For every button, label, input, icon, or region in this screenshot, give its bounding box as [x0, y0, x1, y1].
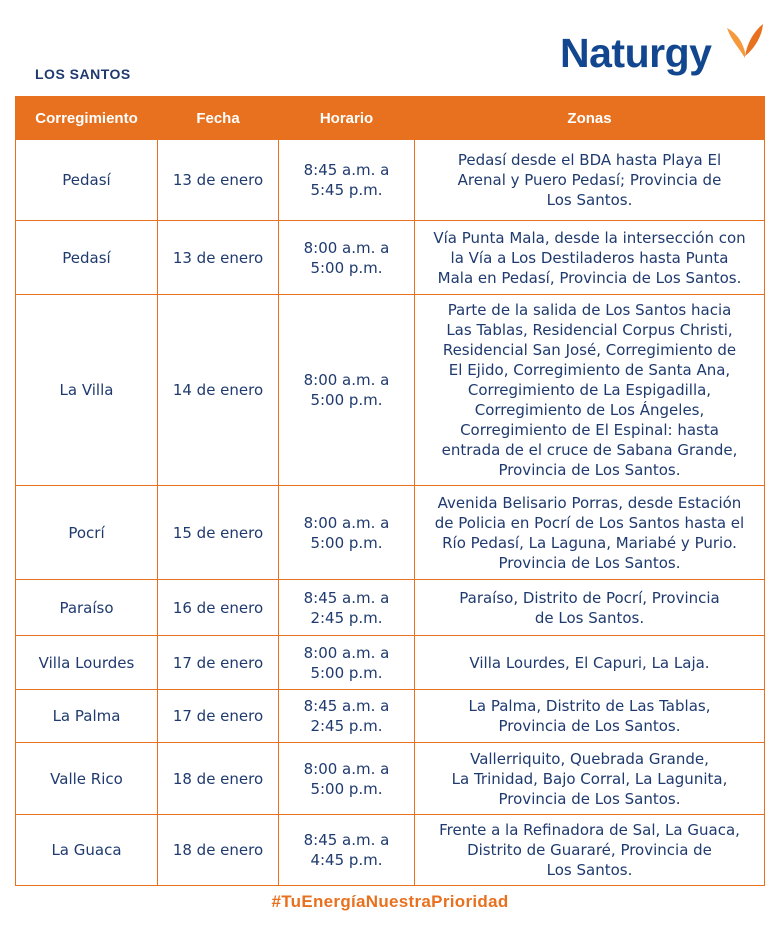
cell-zonas-line: Residencial San José, Corregimiento de	[442, 341, 737, 359]
cell-zonas	[415, 295, 765, 486]
cell-fecha: 15 de enero	[158, 486, 279, 580]
cell-horario-line: 8:00 a.m. a	[303, 238, 390, 257]
cell-horario	[279, 140, 415, 221]
cell-fecha: 18 de enero	[158, 815, 279, 886]
cell-horario	[279, 295, 415, 486]
cell-zonas-line: Provincia de Los Santos.	[498, 461, 681, 479]
cell-fecha: 16 de enero	[158, 580, 279, 636]
cell-fecha: 14 de enero	[158, 295, 279, 486]
cell-horario	[279, 690, 415, 743]
cell-zonas	[415, 815, 765, 886]
cell-zonas-line: El Ejido, Corregimiento de Santa Ana,	[448, 361, 731, 379]
cell-zonas-line: Parte de la salida de Los Santos hacia	[447, 301, 732, 319]
cell-corregimiento: La Palma	[16, 690, 158, 743]
campaign-hashtag: #TuEnergíaNuestraPrioridad	[271, 892, 509, 911]
cell-horario	[279, 815, 415, 886]
cell-horario-line: 8:00 a.m. a	[303, 371, 390, 389]
cell-horario	[279, 580, 415, 636]
header-horario: Horario	[279, 97, 415, 140]
cell-corregimiento: Pedasí	[16, 140, 158, 221]
cell-fecha: 18 de enero	[158, 743, 279, 815]
table-row	[16, 815, 765, 886]
cell-horario-line: 5:00 p.m.	[310, 391, 383, 409]
brand-wordmark: Naturgy	[560, 30, 712, 76]
cell-zonas-line: Provincia de Los Santos.	[498, 717, 681, 735]
table-row	[16, 580, 765, 636]
cell-horario-line: 2:45 p.m.	[310, 717, 383, 735]
cell-corregimiento: Valle Rico	[16, 743, 158, 815]
table-row	[16, 221, 765, 295]
cell-zonas-line: Pedasí desde el BDA hasta Playa El	[457, 151, 722, 169]
cell-zonas-line: Villa Lourdes, El Capuri, La Laja.	[469, 653, 710, 672]
cell-zonas	[415, 486, 765, 580]
header-corregimiento: Corregimiento	[16, 97, 158, 140]
cell-fecha: 17 de enero	[158, 636, 279, 690]
cell-zonas	[415, 221, 765, 295]
cell-zonas-line: la Vía a Los Destiladeros hasta Punta	[450, 248, 729, 267]
cell-horario-line: 5:45 p.m.	[310, 181, 383, 199]
cell-zonas	[415, 636, 765, 690]
region-title: LOS SANTOS	[35, 66, 131, 82]
cell-zonas-line: Corregimiento de Los Ángeles,	[474, 401, 705, 419]
cell-zonas-line: Avenida Belisario Porras, desde Estación	[437, 493, 742, 512]
cell-corregimiento: Paraíso	[16, 580, 158, 636]
naturgy-logo	[560, 22, 770, 82]
cell-zonas-line: entrada de el cruce de Sabana Grande,	[441, 441, 738, 459]
cell-zonas-line: Frente a la Refinadora de Sal, La Guaca,	[439, 821, 740, 839]
cell-horario-line: 5:00 p.m.	[310, 258, 383, 277]
cell-fecha: 13 de enero	[158, 140, 279, 221]
cell-fecha: 13 de enero	[158, 221, 279, 295]
cell-zonas-line: de Los Santos.	[534, 608, 645, 627]
table-row	[16, 636, 765, 690]
butterfly-icon	[725, 22, 765, 62]
cell-zonas-line: Distrito de Guararé, Provincia de	[467, 841, 712, 859]
header-zonas: Zonas	[415, 97, 765, 140]
cell-horario-line: 8:00 a.m. a	[303, 759, 390, 778]
cell-zonas	[415, 140, 765, 221]
cell-zonas-line: Vallerriquito, Quebrada Grande,	[470, 749, 709, 768]
table-row	[16, 743, 765, 815]
table-row	[16, 140, 765, 221]
cell-zonas-line: Los Santos.	[546, 191, 633, 209]
cell-zonas-line: La Palma, Distrito de Las Tablas,	[468, 697, 711, 715]
cell-horario-line: 8:00 a.m. a	[303, 643, 390, 662]
cell-zonas-line: Las Tablas, Residencial Corpus Christi,	[446, 321, 733, 339]
cell-horario-line: 8:45 a.m. a	[303, 831, 390, 849]
header-fecha: Fecha	[158, 97, 279, 140]
cell-horario	[279, 636, 415, 690]
cell-zonas-line: Corregimiento de El Espinal: hasta	[460, 421, 719, 439]
cell-zonas-line: La Trinidad, Bajo Corral, La Lagunita,	[451, 769, 728, 788]
table-header-row	[16, 97, 765, 140]
cell-corregimiento: La Guaca	[16, 815, 158, 886]
cell-zonas-line: Río Pedasí, La Laguna, Mariabé y Purio.	[442, 533, 737, 552]
cell-horario-line: 8:45 a.m. a	[303, 588, 390, 607]
cell-zonas-line: Provincia de Los Santos.	[498, 789, 681, 808]
cell-zonas-line: Mala en Pedasí, Provincia de Los Santos.	[437, 268, 742, 287]
table-row	[16, 486, 765, 580]
cell-corregimiento: Pocrí	[16, 486, 158, 580]
cell-corregimiento: Villa Lourdes	[16, 636, 158, 690]
cell-zonas-line: Paraíso, Distrito de Pocrí, Provincia	[459, 588, 720, 607]
table-row	[16, 690, 765, 743]
cell-horario	[279, 743, 415, 815]
cell-zonas-line: de Policia en Pocrí de Los Santos hasta el	[434, 513, 745, 532]
cell-horario-line: 2:45 p.m.	[310, 608, 383, 627]
cell-fecha: 17 de enero	[158, 690, 279, 743]
outage-schedule-table	[15, 96, 765, 886]
cell-corregimiento: Pedasí	[16, 221, 158, 295]
cell-zonas-line: Corregimiento de La Espigadilla,	[467, 381, 712, 399]
cell-zonas	[415, 690, 765, 743]
cell-zonas	[415, 743, 765, 815]
table-row	[16, 295, 765, 486]
cell-horario	[279, 486, 415, 580]
cell-horario-line: 8:00 a.m. a	[303, 513, 390, 532]
cell-zonas	[415, 580, 765, 636]
cell-corregimiento: La Villa	[16, 295, 158, 486]
cell-zonas-line: Vía Punta Mala, desde la intersección con	[433, 228, 746, 247]
cell-horario	[279, 221, 415, 295]
cell-zonas-line: Los Santos.	[546, 861, 633, 879]
cell-zonas-line: Arenal y Puero Pedasí; Provincia de	[457, 171, 722, 189]
cell-horario-line: 8:45 a.m. a	[303, 161, 390, 179]
cell-horario-line: 5:00 p.m.	[310, 779, 383, 798]
cell-horario-line: 5:00 p.m.	[310, 663, 383, 682]
cell-zonas-line: Provincia de Los Santos.	[498, 553, 681, 572]
cell-horario-line: 5:00 p.m.	[310, 533, 383, 552]
cell-horario-line: 4:45 p.m.	[310, 851, 383, 869]
cell-horario-line: 8:45 a.m. a	[303, 697, 390, 715]
